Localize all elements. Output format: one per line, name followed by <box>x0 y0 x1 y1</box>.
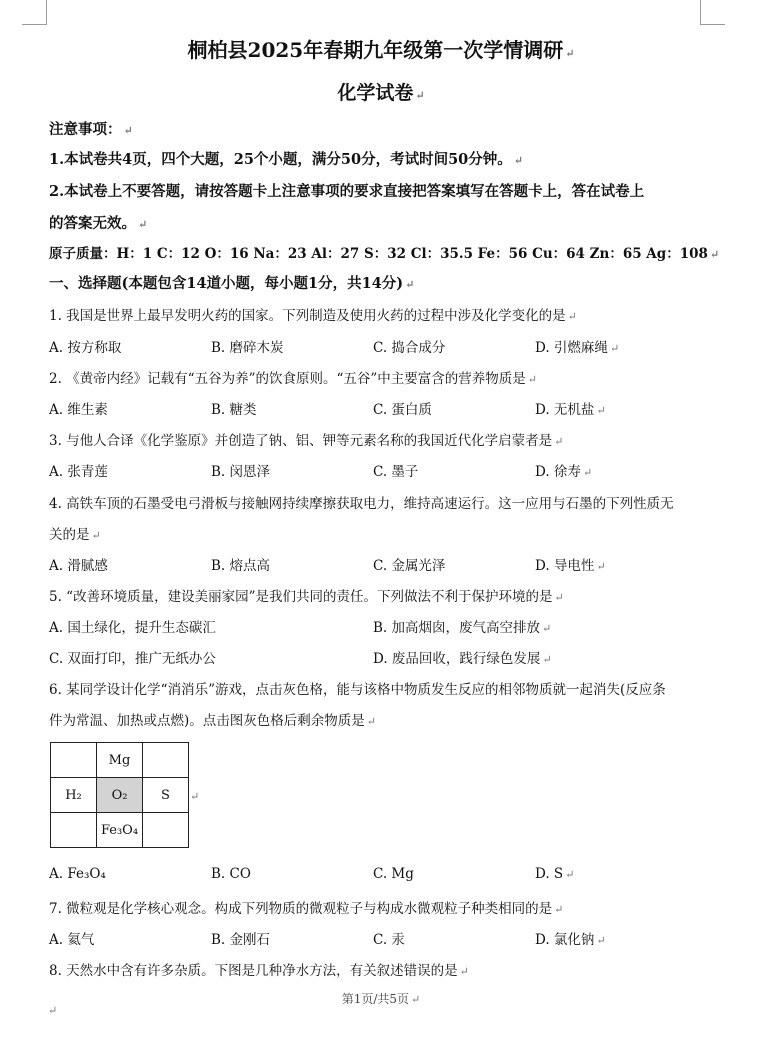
question-7-option-d: D. 氯化钠 ↵ <box>535 932 606 948</box>
question-1-option-c: C. 捣合成分 <box>373 340 446 356</box>
paragraph-mark-icon: ↵ <box>596 404 606 417</box>
paragraph-mark-icon: ↵ <box>567 310 577 323</box>
question-1-stem: 1. 我国是世界上最早发明火药的国家。下列制造及使用火药的过程中涉及化学变化的是 ↵ <box>49 308 577 324</box>
paragraph-mark-icon: ↵ <box>542 622 552 635</box>
paragraph-mark-icon: ↵ <box>366 715 376 728</box>
question-3-option-b: B. 闵恩泽 <box>211 464 271 480</box>
question-5-option-c: C. 双面打印，推广无纸办公 <box>49 651 216 667</box>
paragraph-mark-icon: ↵ <box>190 790 200 803</box>
grid-cell-gray: O₂ <box>97 778 143 813</box>
paragraph-mark-icon: ↵ <box>405 278 415 291</box>
question-6-option-b: B. CO <box>211 866 251 882</box>
grid-cell: Mg <box>97 743 143 778</box>
question-6-option-a: A. Fe₃O₄ <box>49 866 106 882</box>
paragraph-mark-icon: ↵ <box>596 934 606 947</box>
notice-heading: 注意事项： ↵ <box>49 121 133 138</box>
paragraph-mark-icon: ↵ <box>565 868 575 881</box>
paragraph-mark-icon: ↵ <box>709 248 720 261</box>
grid-cell: H₂ <box>51 778 97 813</box>
question-1-option-d: D. 引燃麻绳 ↵ <box>535 340 620 356</box>
notice-item-1: 1.本试卷共4页，四个大题，25个小题，满分50分，考试时间50分钟。 ↵ <box>49 151 523 168</box>
paragraph-mark-icon: ↵ <box>554 435 564 448</box>
question-4-stem-line-1: 4. 高铁车顶的石墨受电弓滑板与接触网持续摩擦获取电力，维持高速运行。这一应用与石墨的下列性质无 <box>49 496 674 512</box>
section-1-heading: 一、选择题(本题包含14道小题，每小题1分，共14分) ↵ <box>49 275 415 292</box>
crop-mark-top-left <box>22 0 47 25</box>
grid-cell: S <box>143 778 189 813</box>
question-6-option-d: D. S ↵ <box>535 866 575 882</box>
question-2-stem: 2. 《黄帝内经》记载有“五谷为养”的饮食原则。“五谷”中主要富含的营养物质是 ↵ <box>49 371 537 387</box>
exam-subtitle: 化学试卷 ↵ <box>337 82 425 104</box>
question-1-option-a: A. 按方称取 <box>49 340 122 356</box>
question-3-stem: 3. 与他人合译《化学鉴原》并创造了钠、铝、钾等元素名称的我国近代化学启蒙者是 ↵ <box>49 433 564 449</box>
question-2-option-d: D. 无机盐 ↵ <box>535 402 606 418</box>
question-4-option-c: C. 金属光泽 <box>373 558 446 574</box>
atomic-mass-line: 原子质量：H：1 C：12 O：16 Na：23 Al：27 S：32 Cl：35.5 Fe：56 Cu：64 Zn：65 Ag：108 ↵ <box>49 246 720 262</box>
paragraph-mark-icon: ↵ <box>582 466 593 479</box>
paragraph-mark-icon: ↵ <box>554 903 564 916</box>
question-4-option-d: D. 导电性 ↵ <box>535 558 606 574</box>
paragraph-mark-icon: ↵ <box>415 89 425 102</box>
paragraph-mark-icon: ↵ <box>554 591 564 604</box>
paragraph-mark-icon: ↵ <box>565 47 575 60</box>
paragraph-mark-icon: ↵ <box>609 342 620 355</box>
question-7-stem: 7. 微粒观是化学核心观念。构成下列物质的微观粒子与构成水微观粒子种类相同的是 ↵ <box>49 901 564 917</box>
paragraph-mark-icon: ↵ <box>123 124 133 137</box>
question-2-option-a: A. 维生素 <box>49 402 108 418</box>
question-5-option-d: D. 废品回收，践行绿色发展 ↵ <box>373 651 552 667</box>
grid-cell <box>51 813 97 848</box>
question-3-option-c: C. 墨子 <box>373 464 419 480</box>
grid-cell <box>143 813 189 848</box>
question-4-option-b: B. 熔点高 <box>211 558 271 574</box>
paragraph-mark-icon: ↵ <box>596 560 606 573</box>
question-5-stem: 5. “改善环境质量，建设美丽家园”是我们共同的责任。下列做法不利于保护环境的是 ↵ <box>49 589 564 605</box>
paragraph-mark-icon: ↵ <box>48 1004 58 1017</box>
question-6-option-c: C. Mg <box>373 866 414 882</box>
grid-cell <box>51 743 97 778</box>
question-7-option-c: C. 汞 <box>373 932 405 948</box>
page-footer: 第1页/共5页 ↵ <box>341 992 421 1006</box>
question-3-option-a: A. 张青莲 <box>49 464 108 480</box>
question-5-option-b: B. 加高烟囱，废气高空排放 ↵ <box>373 620 552 636</box>
paragraph-mark-icon: ↵ <box>459 965 469 978</box>
exam-title: 桐柏县2025年春期九年级第一次学情调研 ↵ <box>187 38 575 62</box>
paragraph-mark-icon: ↵ <box>527 373 537 386</box>
question-6-stem-line-1: 6. 某同学设计化学“消消乐”游戏，点击灰色格，能与该格中物质发生反应的相邻物质就一起消失(反应条 <box>49 682 666 698</box>
question-1-option-b: B. 磨碎木炭 <box>211 340 284 356</box>
question-7-option-a: A. 氦气 <box>49 932 95 948</box>
paragraph-mark-icon: ↵ <box>138 218 148 231</box>
question-4-stem-line-2: 关的是 ↵ <box>49 527 101 543</box>
paragraph-mark-icon: ↵ <box>513 154 523 167</box>
paragraph-mark-icon: ↵ <box>542 653 552 666</box>
question-4-option-a: A. 滑腻感 <box>49 558 108 574</box>
question-7-option-b: B. 金刚石 <box>211 932 271 948</box>
question-8-stem: 8. 天然水中含有许多杂质。下图是几种净水方法，有关叙述错误的是 ↵ <box>49 963 469 979</box>
xiaoxiaole-grid <box>50 742 189 848</box>
notice-item-2-line-2: 的答案无效。 ↵ <box>49 215 148 232</box>
paragraph-mark-icon: ↵ <box>411 993 421 1006</box>
paragraph-mark-icon: ↵ <box>91 529 101 542</box>
crop-mark-top-right <box>700 0 725 25</box>
question-2-option-b: B. 糖类 <box>211 402 257 418</box>
question-2-option-c: C. 蛋白质 <box>373 402 432 418</box>
question-3-option-d: D. 徐寿 ↵ <box>535 464 593 480</box>
grid-cell: Fe₃O₄ <box>97 813 143 848</box>
notice-item-2-line-1: 2.本试卷上不要答题，请按答题卡上注意事项的要求直接把答案填写在答题卡上，答在试卷上 <box>49 183 645 200</box>
grid-cell <box>143 743 189 778</box>
question-6-stem-line-2: 件为常温、加热或点燃)。点击图灰色格后剩余物质是 ↵ <box>49 713 376 729</box>
question-5-option-a: A. 国土绿化，提升生态碳汇 <box>49 620 216 636</box>
